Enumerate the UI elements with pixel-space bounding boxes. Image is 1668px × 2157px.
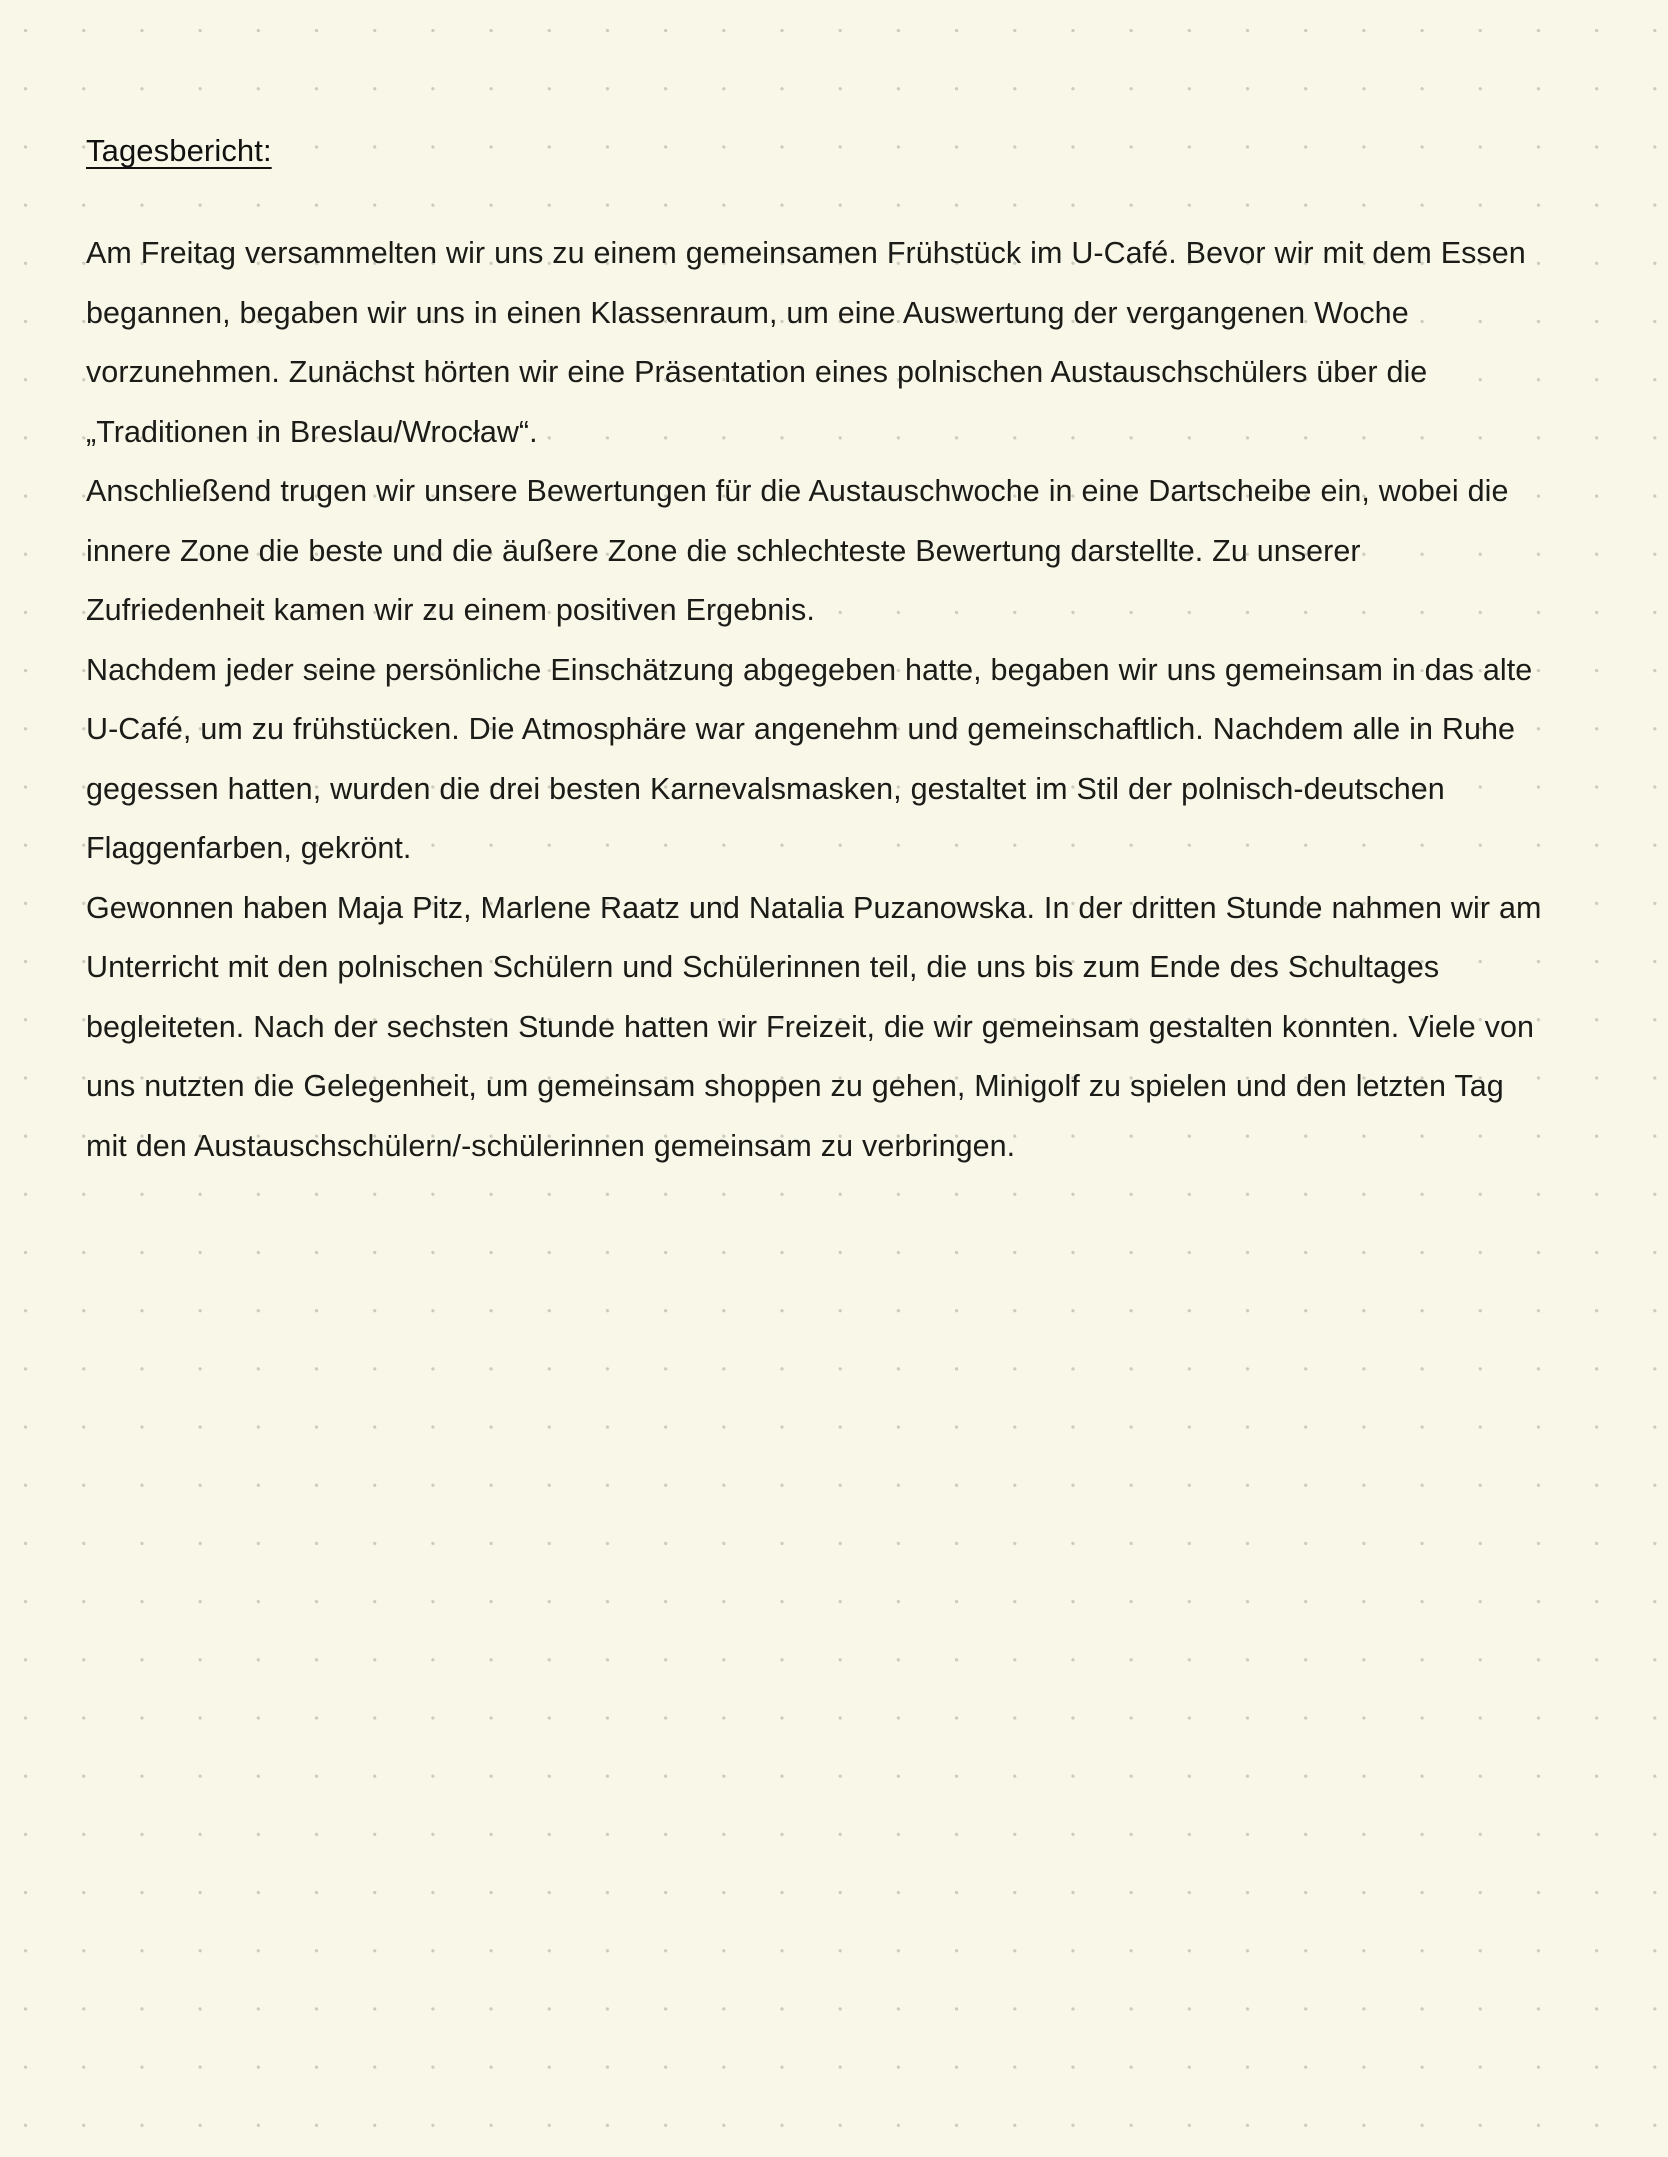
paragraph: Nachdem jeder seine persönliche Einschätzung abgegeben hatte, begaben wir uns gemeinsam in das alte U-Café, um zu frühstücken. Die Atmosphäre war angenehm und gemeinschaftlich. Nachdem alle in Ruhe gegessen hatten, wurden die drei besten Karnevalsmasken, gestaltet im Stil der polnisch-deutschen Flaggenfarben, gekrönt. bbox=[86, 652, 1542, 865]
paragraph: Gewonnen haben Maja Pitz, Marlene Raatz und Natalia Puzanowska. In der dritten Stunde nahmen wir am Unterricht mit den polnischen Schülern und Schülerinnen teil, die uns bis zum Ende des Schultages begleiteten. Nach der sechsten Stunde hatten wir Freizeit, die wir gemeinsam gestalten konnten. Viele von uns nutzten die Gelegenheit, um gemeinsam shoppen zu gehen, Minigolf zu spielen und den letzten Tag mit den Austauschschülern/-schülerinnen gemeinsam zu verbringen. bbox=[86, 890, 1551, 1163]
paragraph: Am Freitag versammelten wir uns zu einem gemeinsamen Frühstück im U-Café. Bevor wir mit dem Essen begannen, begaben wir uns in einen Klassenraum, um eine Auswertung der vergangenen Woche vorzunehmen. Zunächst hörten wir eine Präsentation eines polnischen Austauschschülers über die „Traditionen in Breslau/Wrocław“. bbox=[86, 236, 1535, 449]
document-body bbox=[86, 224, 1551, 1176]
page-title: Tagesbericht: bbox=[86, 133, 272, 168]
paragraph: Anschließend trugen wir unsere Bewertungen für die Austauschwoche in eine Dartscheibe ein, wobei die innere Zone die beste und die äußere Zone die schlechteste Bewertung darstellte. Zu unserer Zufriedenheit kamen wir zu einem positiven Ergebnis. bbox=[86, 474, 1518, 627]
